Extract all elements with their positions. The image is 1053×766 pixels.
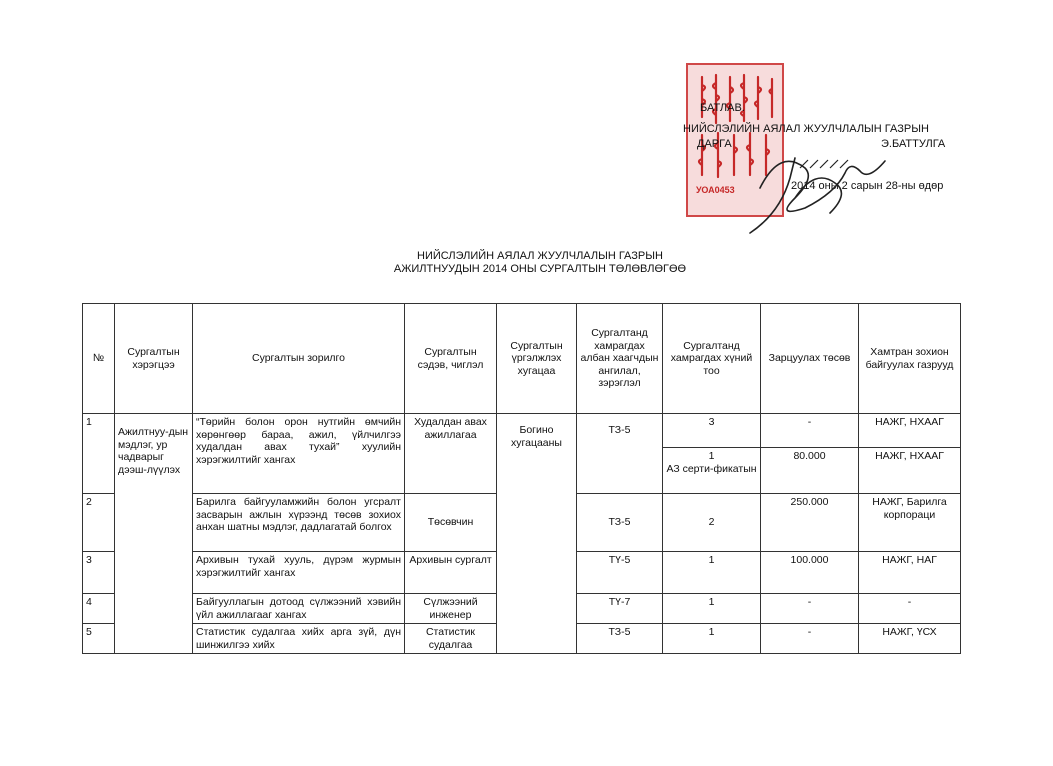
budget: 100.000 [761,552,859,594]
training-plan-table [82,303,961,654]
document-title [280,250,800,276]
row-number: 4 [83,594,115,624]
staff-grade: ТЗ-5 [577,414,663,494]
training-topic: Архивын сургалт [405,552,497,594]
table-row [83,414,961,448]
title-line-1: НИЙСЛЭЛИЙН АЯЛАЛ ЖУУЛЧЛАЛЫН ГАЗРЫН [417,250,663,262]
header-goal: Сургалтын зорилго [193,304,405,414]
training-goal: “Төрийн болон орон нутгийн өмчийн хөрөнгөөр бараа, ажил, үйлчилгээ худалдан авах тухай” хуулийн хэрэгжилтийг хангах [193,414,405,494]
budget: - [761,624,859,654]
training-goal: Байгууллагын дотоод сүлжээний хэвийн үйл ажиллагааг хангах [193,594,405,624]
partner-orgs: НАЖГ, НХААГ [859,448,961,494]
partner-orgs: НАЖГ, ҮСХ [859,624,961,654]
row-number: 5 [83,624,115,654]
title-line-2: АЖИЛТНУУДЫН 2014 ОНЫ СУРГАЛТЫН ТӨЛӨВЛӨГӨӨ [393,263,687,275]
participant-count: 2 [663,494,761,552]
approve-label: БАТЛАВ. [700,102,745,114]
participant-count: 1 [663,594,761,624]
header-topic: Сургалтын сэдэв, чиглэл [405,304,497,414]
participant-count: 1 [663,624,761,654]
header-grade: Сургалтанд хамрагдах албан хаагчдын ангилал, зэрэглэл [577,304,663,414]
header-number: № [83,304,115,414]
participant-count: 3 [663,414,761,448]
budget: - [761,414,859,448]
header-duration: Сургалтын үргэлжлэх хугацаа [497,304,577,414]
budget: 80.000 [761,448,859,494]
participant-count: 1 [663,552,761,594]
training-goal: Барилга байгууламжийн болон угсралт засварын ажлын хүрээнд төсөв зохиох анхан шатны мэдлэг, дадлагатай болгох [193,494,405,552]
approval-date: 2014 оны 2 сарын 28-ны өдөр [791,180,944,192]
header-count: Сургалтанд хамрагдах хүний тоо [663,304,761,414]
approver-position: ДАРГА [697,138,732,150]
header-budget: Зарцуулах төсөв [761,304,859,414]
staff-grade: ТЗ-5 [577,624,663,654]
staff-grade: ТЗ-5 [577,494,663,552]
budget: 250.000 [761,494,859,552]
header-partners: Хамтран зохион байгуулах газрууд [859,304,961,414]
training-topic: Төсөвчин [405,494,497,552]
budget: - [761,594,859,624]
training-need: Ажилтнуу-дын мэдлэг, ур чадварыг дээш-лүүлэх [115,414,193,654]
row-number: 2 [83,494,115,552]
seal-code: УОА0453 [696,185,735,195]
row-number: 1 [83,414,115,494]
header-need: Сургалтын хэрэгцээ [115,304,193,414]
partner-orgs: НАЖГ, Барилга корпораци [859,494,961,552]
participant-count: 1 АЗ серти-фикатын [663,448,761,494]
row-number: 3 [83,552,115,594]
training-topic: Сүлжээний инженер [405,594,497,624]
training-topic: Статистик судалгаа [405,624,497,654]
approver-name: Э.БАТТУЛГА [881,138,946,150]
handwritten-signature [740,128,920,238]
training-goal: Архивын тухай хууль, дүрэм журмын хэрэгжилтийг хангах [193,552,405,594]
training-goal: Статистик судалгаа хийх арга зүй, дүн шинжилгээ хийх [193,624,405,654]
partner-orgs: - [859,594,961,624]
training-duration: Богино хугацааны [497,414,577,654]
partner-orgs: НАЖГ, НХААГ [859,414,961,448]
staff-grade: ТҮ-7 [577,594,663,624]
approver-organization: НИЙСЛЭЛИЙН АЯЛАЛ ЖУУЛЧЛАЛЫН ГАЗРЫН [683,123,929,135]
staff-grade: ТҮ-5 [577,552,663,594]
training-topic: Худалдан авах ажиллагаа [405,414,497,494]
table-header-row [83,304,961,414]
partner-orgs: НАЖГ, НАГ [859,552,961,594]
